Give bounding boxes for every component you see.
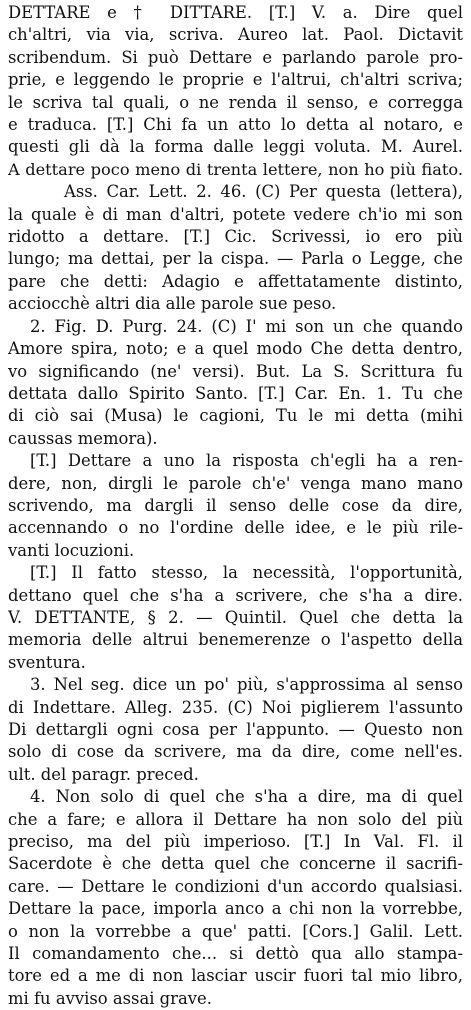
- entry-paragraph-definition: [8, 2, 463, 181]
- text-line: prie, e leggendo le proprie e l'altrui, ch'altri scriva;: [8, 70, 463, 90]
- text-line: 2. Fig. D. Purg. 24. (C) I' mi son un che quando: [30, 316, 463, 336]
- text-line: Di dettargli ogni cosa per l'appunto. — Questo non: [8, 720, 463, 739]
- text-line: 3. Nel seg. dice un po' più, s'approssima al senso: [30, 675, 463, 695]
- text-line: la quale è di man d'altri, potete vedere ch'io mi son: [8, 204, 463, 224]
- text-line: acciocchè altri dia alle parole sue peso.: [8, 294, 337, 314]
- entry-paragraph-fatto: [8, 562, 463, 674]
- text-line: preciso, ma del più imperioso. [T.] In Val. Fl. il: [8, 832, 463, 852]
- text-line: ridotto a dettare. [T.] Cic. Scrivessi, io ero più: [8, 227, 463, 247]
- text-line: Il comandamento che... si dettò qua allo stampa-: [8, 944, 463, 964]
- text-line: questi gli dà la forma dalle leggi voluta. M. Aurel.: [8, 137, 463, 157]
- entry-paragraph-sense-3: [8, 674, 463, 786]
- text-line: Amore spira, noto; e a quel modo Che detta dentro,: [8, 339, 463, 359]
- text-line: e traduca. [T.] Chi fa un atto lo detta al notaro, e: [8, 115, 463, 135]
- text-line: di Indettare. Alleg. 235. (C) Noi piglierem l'assunto: [8, 697, 463, 717]
- text-line: [T.] Dettare a uno la risposta ch'egli ha a ren-: [30, 451, 463, 471]
- text-line: che a fare; e allora il Dettare ha non solo del più: [8, 809, 463, 829]
- text-line: A dettare poco meno di trenta lettere, non ho più fiato.: [8, 159, 463, 179]
- entry-paragraph-sense-2: [8, 316, 463, 450]
- text-line: tore ed a me di non lasciar uscir fuori tal mio libro,: [8, 966, 463, 986]
- text-line: DETTARE e † DITTARE. [T.] V. a. Dire quel: [8, 3, 463, 22]
- text-line: caussas memora).: [8, 428, 158, 448]
- text-line: accennando o no l'ordine delle idee, e le più rile-: [8, 518, 463, 538]
- entry-paragraph-sense-4: [8, 786, 463, 1010]
- text-line: o non la vorrebbe a que' patti. [Cors.] Galil. Lett.: [8, 921, 463, 941]
- text-line: pare che detti: Adagio e affettatamente distinto,: [8, 271, 463, 291]
- text-line: memoria delle altrui benemerenze o l'aspetto della: [8, 630, 463, 650]
- entry-paragraph-risposta: [8, 450, 463, 562]
- text-line: V. DETTANTE, § 2. — Quintil. Quel che detta la: [8, 607, 463, 627]
- text-line: dere, non, dirgli le parole ch'e' venga mano mano: [8, 473, 463, 493]
- text-line: vo significando (ne' versi). But. La S. Scrittura fu: [8, 361, 463, 381]
- text-line: 4. Non solo di quel che s'ha a dire, ma di quel: [30, 787, 463, 807]
- text-line: le scriva tal quali, o ne renda il senso, e corregga: [8, 92, 463, 112]
- text-line: lungo; ma dettai, per la cispa. — Parla o Legge, che: [8, 249, 463, 269]
- text-line: scribendum. Si può Dettare e parlando parole pro-: [8, 47, 463, 67]
- text-line: dettata dallo Spirito Santo. [T.] Car. En. 1. Tu che: [8, 383, 463, 403]
- text-line: sventura.: [8, 652, 86, 672]
- text-line: care. — Dettare le condizioni d'un accordo qualsiasi.: [8, 876, 463, 896]
- text-line: Dettare la pace, imporla anco a chi non la vorrebbe,: [8, 899, 463, 919]
- text-line: solo di cose da scrivere, ma da dire, come nell'es.: [8, 742, 463, 762]
- text-line: mi fu avviso assai grave.: [8, 988, 212, 1008]
- text-line: scrivendo, ma dargli il senso delle cose da dire,: [8, 495, 463, 515]
- text-line: [T.] Il fatto stesso, la necessità, l'opportunità,: [30, 563, 463, 583]
- text-line: dettano quel che s'ha a scrivere, che s'ha a dire.: [8, 585, 463, 605]
- text-line: ult. del paragr. preced.: [8, 764, 199, 784]
- text-line: di ciò sai (Musa) le cagioni, Tu le mi detta (mihi: [8, 406, 463, 426]
- text-line: Ass. Car. Lett. 2. 46. (C) Per questa (lettera),: [64, 182, 463, 202]
- text-line: Sacerdote è che detta quel che concerne il sacrifi-: [8, 854, 463, 874]
- entry-paragraph-examples: [8, 181, 463, 315]
- text-line: vanti locuzioni.: [8, 540, 135, 560]
- text-line: ch'altri, via via, scriva. Aureo lat. Paol. Dictavit: [8, 25, 463, 45]
